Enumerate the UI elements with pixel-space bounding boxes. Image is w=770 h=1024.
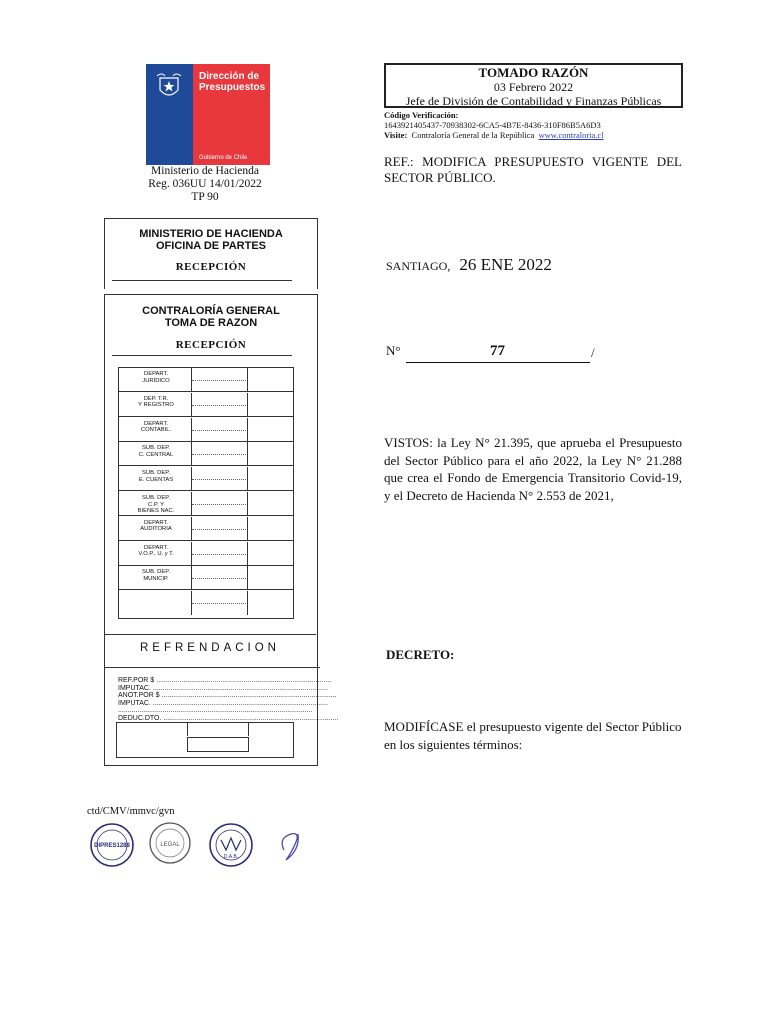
ministry-reference: [130, 165, 280, 204]
svg-text:D.A.B.: D.A.B.: [223, 854, 239, 860]
imputacion-line: IMPUTAC. ..........................................................................................: [118, 684, 328, 692]
panel2-recepcion: RECEPCIÓN: [175, 339, 247, 351]
verification-label: Código Verificación:: [384, 110, 459, 120]
routing-row-label: SUB. DEP. MUNICIP.: [142, 569, 170, 582]
dab-seal: [210, 824, 252, 866]
logo-title: [199, 71, 265, 93]
routing-row-date-cell: [247, 467, 294, 490]
decreto-heading: DECRETO:: [386, 647, 455, 662]
routing-row-label: DEP. T.R. Y REGISTRO: [138, 395, 174, 409]
contraloria-link[interactable]: www.contraloria.cl: [538, 130, 604, 140]
imputacion-line: DEDUC.DTO. ..........................................................................................: [118, 714, 339, 722]
imputacion-line: ....................................................................................................: [118, 707, 313, 715]
routing-row-label: SUB. DEP. C. CENTRAL: [138, 445, 174, 458]
routing-row-signature-cell: [191, 368, 246, 391]
refrendacion-title: REFRENDACION: [139, 642, 280, 654]
modificase-paragraph: MODIFÍCASE el presupuesto vigente del Sector Público en los siguientes términos:: [384, 719, 682, 752]
refrendacion-separator: [104, 634, 316, 635]
stamp-role: Jefe de División de Contabilidad y Finanzas Públicas: [405, 94, 662, 108]
routing-row: [119, 393, 293, 417]
logo-title-line2: Presupuestos: [199, 82, 266, 93]
refrendacion-box: [116, 722, 294, 758]
ministerio-reception-panel: [104, 218, 318, 289]
imputacion-line: REF.POR $ ..........................................................................................: [118, 677, 332, 684]
logo-blue-panel: [146, 64, 193, 165]
routing-row-label: SUB. DEP. C.P. Y BIENES NAC.: [137, 495, 175, 514]
verification-block: [384, 110, 694, 140]
panel1-recepcion: RECEPCIÓN: [175, 261, 247, 273]
routing-row-label: DEPART. V.O.P., U. y T.: [138, 544, 174, 558]
routing-row: [119, 492, 293, 516]
svg-text:LEGAL: LEGAL: [160, 842, 180, 848]
coat-of-arms-icon: [154, 72, 184, 102]
routing-row-date-cell: [247, 442, 294, 465]
routing-row: [119, 467, 293, 491]
routing-row-signature-cell: [191, 542, 246, 565]
routing-row: [119, 542, 293, 566]
routing-row-date-cell: [247, 566, 294, 589]
routing-row-signature-cell: [191, 442, 246, 465]
routing-row-signature-cell: [191, 467, 246, 490]
tp-number: TP 90: [191, 191, 219, 203]
number-label: N°: [386, 343, 401, 358]
routing-row-date-cell: [247, 418, 294, 441]
number-value: 77: [490, 343, 505, 359]
panel2-divider: [112, 355, 292, 356]
signature-mark: [282, 834, 298, 860]
routing-row: [119, 517, 293, 541]
routing-grid: [118, 367, 294, 619]
routing-row-date-cell: [247, 542, 294, 565]
author-initials: ctd/CMV/mmvc/gvn: [87, 806, 175, 817]
logo-subtitle: Gobierno de Chile: [199, 155, 248, 161]
tomado-razon-stamp: [384, 63, 683, 108]
routing-row-date-cell: [247, 517, 294, 540]
refrendacion-box-cell: [187, 737, 249, 752]
svg-text:DIPRES1288: DIPRES1288: [94, 843, 130, 849]
seals-and-signature: [86, 820, 316, 870]
imputacion-line: ANOT.POR $ ..........................................................................................: [118, 692, 337, 700]
logo-title-line1: Dirección de: [199, 71, 260, 82]
number-slash: /: [591, 345, 595, 360]
registration-number: Reg. 036UU 14/01/2022: [148, 178, 262, 190]
routing-row-date-cell: [247, 368, 294, 391]
place-date: [386, 255, 552, 275]
panel2-line1: CONTRALORÍA GENERAL: [142, 305, 280, 317]
dipres-logo: [146, 64, 270, 165]
logo-red-panel: [193, 64, 270, 165]
routing-row-date-cell: [247, 393, 294, 416]
routing-row-signature-cell: [191, 418, 246, 441]
routing-row-signature-cell: [191, 393, 246, 416]
place-label: SANTIAGO,: [386, 259, 451, 273]
stamp-title: TOMADO RAZÓN: [478, 65, 589, 80]
routing-row-date-cell: [247, 492, 294, 515]
routing-row-signature-cell: [191, 517, 246, 540]
routing-row-signature-cell: [191, 591, 246, 615]
dipres-seal: [91, 824, 133, 866]
ministry-name: Ministerio de Hacienda: [151, 165, 259, 177]
routing-row: [119, 418, 293, 442]
legal-seal: [150, 823, 190, 863]
refrendacion-lines: [118, 677, 339, 723]
routing-row-label: SUB. DEP. E. CUENTAS: [138, 470, 174, 483]
decree-number: [386, 343, 686, 359]
visit-text: Contraloría General de la República: [411, 130, 535, 140]
routing-row: [119, 566, 293, 590]
panel1-line1: MINISTERIO DE HACIENDA: [139, 228, 283, 240]
vistos-paragraph: VISTOS: la Ley N° 21.395, que aprueba el Presupuesto del Sector Público para el año 2022, la Ley N° 21.288 que crea el Fondo de Emergencia Transitorio Covid-19, y el Decreto de Hacienda N° 2.553 de 2021,: [384, 435, 682, 503]
routing-row-signature-cell: [191, 566, 246, 589]
visit-label: Visite:: [384, 130, 408, 140]
panel1-line2: OFICINA DE PARTES: [155, 240, 266, 252]
panel2-line2: TOMA DE RAZON: [164, 317, 258, 329]
refrendacion-box-column: [187, 723, 249, 736]
routing-row-signature-cell: [191, 492, 246, 515]
routing-row: [119, 442, 293, 466]
routing-row: [119, 591, 293, 615]
number-underline: [406, 362, 590, 363]
imputacion-line: IMPUTAC. ..........................................................................................: [118, 699, 328, 707]
routing-row-label: DEPART. JURÍDICO: [142, 371, 170, 384]
refrendacion-underline: [104, 667, 320, 668]
routing-row-date-cell: [247, 591, 294, 615]
routing-row-label: DEPART. AUDITORIA: [140, 519, 172, 533]
verification-code: 1643921405437-70938302-6CA5-4B7E-8436-310F86B5A6D3: [384, 120, 601, 130]
reference-text: REF.: MODIFICA PRESUPUESTO VIGENTE DEL SECTOR PÚBLICO.: [384, 154, 682, 185]
panel1-divider: [112, 280, 292, 281]
routing-row-label: DEPART. CONTABIL.: [140, 420, 172, 434]
decree-date: 26 ENE 2022: [459, 255, 552, 274]
stamp-date: 03 Febrero 2022: [493, 80, 574, 94]
routing-row: [119, 368, 293, 392]
